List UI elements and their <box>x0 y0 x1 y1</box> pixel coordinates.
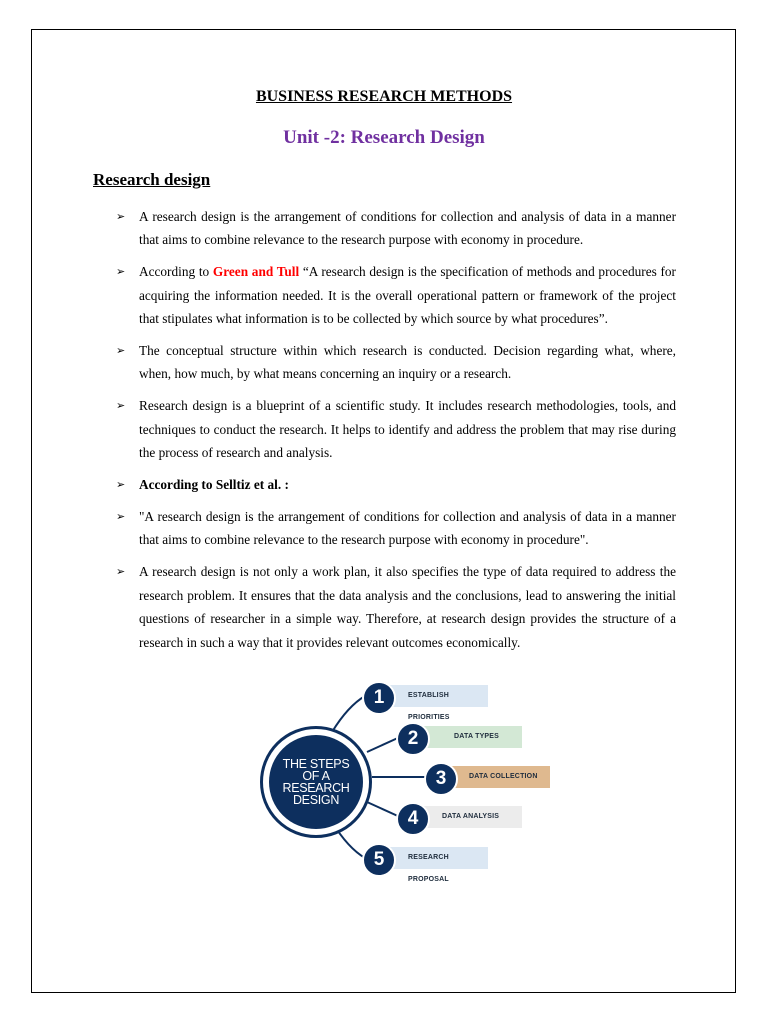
bullet-list <box>116 205 676 662</box>
step-number-badge: 1 <box>362 681 396 715</box>
hub-line: DESIGN <box>292 793 340 807</box>
steps-hub-circle <box>260 726 372 838</box>
step-label: DATA COLLECTION <box>438 766 550 788</box>
step-number-badge: 5 <box>362 843 396 877</box>
step-label: DATA ANALYSIS <box>410 806 522 828</box>
arrow-bullet-icon: ➢ <box>116 344 126 358</box>
bullet-prefix: According to <box>139 264 213 280</box>
bullet-text-bold: According to Selltiz et al. : <box>139 477 289 493</box>
arrow-bullet-icon: ➢ <box>116 265 126 279</box>
section-heading: Research design <box>93 170 211 189</box>
bullet-text: A research design is not only a work plan, it also specifies the type of data required to address the research problem. It ensures that the data analysis and the conclusions, lead to answering the initial questions of researcher in a simple way. Therefore, at research design provides the structure of a research in such a way that it provides relevant outcomes economically. <box>139 564 676 650</box>
author-highlight: Green and Tull <box>212 264 300 280</box>
step-label: RESEARCH PROPOSAL <box>376 847 488 869</box>
step-label: ESTABLISH PRIORITIES <box>376 685 488 707</box>
step-number-badge: 4 <box>396 802 430 836</box>
bullet-item <box>116 560 676 654</box>
hub-title <box>269 735 363 829</box>
research-steps-diagram <box>260 676 560 883</box>
bullet-item <box>116 260 676 330</box>
bullet-item <box>116 339 676 386</box>
step-number-badge: 3 <box>424 762 458 796</box>
arrow-bullet-icon: ➢ <box>116 509 126 523</box>
bullet-item <box>116 505 676 552</box>
document-title: BUSINESS RESEARCH METHODS <box>255 88 513 105</box>
hub-line: THE STEPS <box>282 757 350 771</box>
connector-line-4 <box>367 802 400 817</box>
hub-line: RESEARCH <box>282 781 350 795</box>
bullet-text: "A research design is the arrangement of conditions for collection and analysis of data in a manner that aims to combine relevance to the research purpose with economy in procedure". <box>139 508 676 548</box>
arrow-bullet-icon: ➢ <box>116 399 126 413</box>
connector-line-1 <box>332 696 365 732</box>
arrow-bullet-icon: ➢ <box>116 565 126 579</box>
hub-line: OF A <box>302 769 330 783</box>
step-number-badge: 2 <box>396 722 430 756</box>
bullet-item <box>116 205 676 252</box>
arrow-bullet-icon: ➢ <box>116 210 126 223</box>
unit-title: Unit -2: Research Design <box>283 127 485 148</box>
bullet-text: A research design is the arrangement of conditions for collection and analysis of data in a manner that aims to combine relevance to the research purpose with economy in procedure. <box>139 209 676 248</box>
bullet-item <box>116 473 676 496</box>
bullet-item <box>116 394 676 464</box>
step-label: DATA TYPES <box>410 726 522 748</box>
bullet-text: The conceptual structure within which research is conducted. Decision regarding what, where, when, how much, by what means concerning an inquiry or a research. <box>139 343 676 382</box>
arrow-bullet-icon: ➢ <box>116 478 126 492</box>
bullet-text: Research design is a blueprint of a scientific study. It includes research methodologies, tools, and techniques to conduct the research. It helps to identify and address the problem that may rise during the process of research and analysis. <box>139 398 676 461</box>
bullet-text: “A research design is the specification of methods and procedures for acquiring the information needed. It is the overall operational pattern or framework of the project that stipulates what information is to be collected by which source by what procedures”. <box>139 264 676 327</box>
